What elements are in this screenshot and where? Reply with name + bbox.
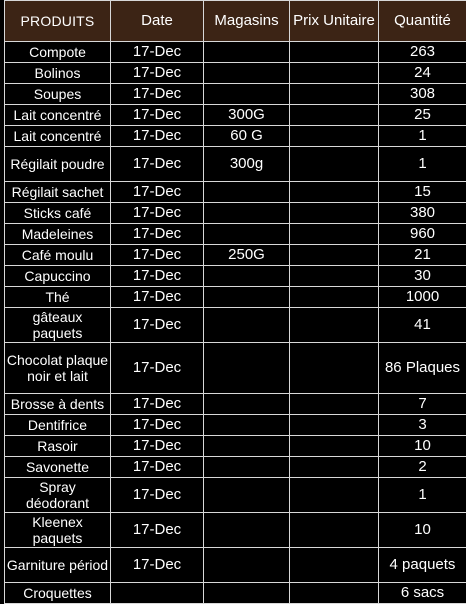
cell-produit[interactable]: Bolinos [5,63,111,84]
cell-date[interactable]: 17-Dec [111,457,204,478]
cell-prix-unitaire[interactable] [290,583,379,604]
cell-produit[interactable]: Dentifrice [5,415,111,436]
cell-prix-unitaire[interactable] [290,147,379,182]
cell-prix-unitaire[interactable] [290,84,379,105]
header-produits[interactable]: PRODUITS [5,1,111,42]
cell-quantite[interactable]: 7 [379,394,466,415]
cell-prix-unitaire[interactable] [290,308,379,343]
inventory-table [4,0,466,604]
cell-produit[interactable]: gâteaux paquets [5,308,111,343]
cell-produit[interactable]: Chocolat plaque noir et lait [5,343,111,394]
header-quantite[interactable]: Quantité [379,1,466,42]
cell-date[interactable]: 17-Dec [111,42,204,63]
header-date[interactable]: Date [111,1,204,42]
cell-produit[interactable]: Café moulu [5,245,111,266]
cell-prix-unitaire[interactable] [290,182,379,203]
cell-quantite[interactable]: 263 [379,42,466,63]
cell-magasins[interactable] [204,436,290,457]
table-row [5,182,466,203]
cell-date[interactable]: 17-Dec [111,436,204,457]
cell-magasins[interactable] [204,548,290,583]
cell-date[interactable]: 17-Dec [111,343,204,394]
cell-produit[interactable]: Compote [5,42,111,63]
table-row [5,436,466,457]
cell-date[interactable]: 17-Dec [111,478,204,513]
cell-quantite[interactable]: 308 [379,84,466,105]
cell-date[interactable]: 17-Dec [111,513,204,548]
cell-date[interactable]: 17-Dec [111,394,204,415]
cell-produit[interactable]: Capuccino [5,266,111,287]
table-row [5,147,466,182]
cell-magasins[interactable]: 250G [204,245,290,266]
cell-prix-unitaire[interactable] [290,42,379,63]
cell-quantite[interactable]: 4 paquets [379,548,466,583]
table-body [5,42,466,604]
table-row [5,343,466,394]
cell-quantite[interactable]: 24 [379,63,466,84]
cell-quantite[interactable]: 10 [379,436,466,457]
table-row [5,415,466,436]
cell-produit[interactable]: Spray déodorant [5,478,111,513]
cell-quantite[interactable]: 1000 [379,287,466,308]
cell-produit[interactable]: Savonette [5,457,111,478]
cell-date[interactable]: 17-Dec [111,126,204,147]
cell-produit[interactable]: Garniture périod [5,548,111,583]
cell-prix-unitaire[interactable] [290,394,379,415]
cell-prix-unitaire[interactable] [290,224,379,245]
cell-magasins[interactable] [204,478,290,513]
cell-date[interactable]: 17-Dec [111,415,204,436]
cell-magasins[interactable] [204,583,290,604]
cell-magasins[interactable]: 60 G [204,126,290,147]
cell-date[interactable]: 17-Dec [111,63,204,84]
cell-prix-unitaire[interactable] [290,478,379,513]
header-row [5,1,466,42]
cell-prix-unitaire[interactable] [290,436,379,457]
cell-magasins[interactable] [204,84,290,105]
cell-prix-unitaire[interactable] [290,266,379,287]
cell-magasins[interactable]: 300g [204,147,290,182]
cell-date[interactable]: 17-Dec [111,147,204,182]
cell-date[interactable]: 17-Dec [111,224,204,245]
table-row [5,287,466,308]
cell-prix-unitaire[interactable] [290,457,379,478]
cell-quantite[interactable]: 380 [379,203,466,224]
table-row [5,63,466,84]
cell-produit[interactable]: Thé [5,287,111,308]
cell-quantite[interactable]: 10 [379,513,466,548]
table-row [5,224,466,245]
cell-produit[interactable]: Sticks café [5,203,111,224]
cell-quantite[interactable]: 86 Plaques [379,343,466,394]
header-magasins[interactable]: Magasins [204,1,290,42]
cell-quantite[interactable]: 6 sacs [379,583,466,604]
cell-prix-unitaire[interactable] [290,245,379,266]
cell-magasins[interactable] [204,308,290,343]
table-row [5,457,466,478]
table-row [5,266,466,287]
cell-magasins[interactable] [204,224,290,245]
cell-date[interactable] [111,583,204,604]
cell-prix-unitaire[interactable] [290,105,379,126]
table-row [5,478,466,513]
cell-prix-unitaire[interactable] [290,415,379,436]
table-row [5,394,466,415]
cell-quantite[interactable]: 1 [379,147,466,182]
cell-produit[interactable]: Soupes [5,84,111,105]
cell-magasins[interactable]: 300G [204,105,290,126]
table-row [5,308,466,343]
cell-date[interactable]: 17-Dec [111,287,204,308]
cell-quantite[interactable]: 21 [379,245,466,266]
cell-quantite[interactable]: 30 [379,266,466,287]
cell-produit[interactable]: Régilait poudre [5,147,111,182]
cell-date[interactable]: 17-Dec [111,182,204,203]
cell-quantite[interactable]: 1 [379,478,466,513]
table-row [5,84,466,105]
table-row [5,203,466,224]
cell-quantite[interactable]: 41 [379,308,466,343]
cell-produit[interactable]: Lait concentré [5,126,111,147]
cell-magasins[interactable] [204,42,290,63]
cell-date[interactable]: 17-Dec [111,245,204,266]
cell-magasins[interactable] [204,415,290,436]
table-row [5,548,466,583]
cell-quantite[interactable]: 1 [379,126,466,147]
cell-quantite[interactable]: 15 [379,182,466,203]
cell-date[interactable]: 17-Dec [111,308,204,343]
cell-produit[interactable]: Lait concentré [5,105,111,126]
table-header [5,1,466,42]
cell-date[interactable]: 17-Dec [111,105,204,126]
cell-prix-unitaire[interactable] [290,343,379,394]
cell-magasins[interactable] [204,513,290,548]
cell-date[interactable]: 17-Dec [111,84,204,105]
cell-produit[interactable]: Rasoir [5,436,111,457]
cell-magasins[interactable] [204,203,290,224]
table-row [5,42,466,63]
cell-magasins[interactable] [204,457,290,478]
table-row [5,513,466,548]
table-row [5,245,466,266]
cell-date[interactable]: 17-Dec [111,266,204,287]
cell-magasins[interactable] [204,394,290,415]
cell-quantite[interactable]: 25 [379,105,466,126]
cell-produit[interactable]: Croquettes [5,583,111,604]
cell-produit[interactable]: Brosse à dents [5,394,111,415]
cell-magasins[interactable] [204,182,290,203]
cell-prix-unitaire[interactable] [290,548,379,583]
table-row [5,126,466,147]
cell-quantite[interactable]: 960 [379,224,466,245]
cell-prix-unitaire[interactable] [290,287,379,308]
header-prix-unitaire[interactable]: Prix Unitaire [290,1,379,42]
cell-produit[interactable]: Régilait sachet [5,182,111,203]
cell-produit[interactable]: Madeleines [5,224,111,245]
cell-prix-unitaire[interactable] [290,126,379,147]
table-row [5,105,466,126]
table-row [5,583,466,604]
cell-produit[interactable]: Kleenex paquets [5,513,111,548]
cell-magasins[interactable] [204,287,290,308]
cell-prix-unitaire[interactable] [290,513,379,548]
cell-magasins[interactable] [204,63,290,84]
cell-date[interactable]: 17-Dec [111,548,204,583]
cell-prix-unitaire[interactable] [290,203,379,224]
cell-quantite[interactable]: 3 [379,415,466,436]
cell-magasins[interactable] [204,343,290,394]
cell-magasins[interactable] [204,266,290,287]
cell-date[interactable]: 17-Dec [111,203,204,224]
cell-quantite[interactable]: 2 [379,457,466,478]
cell-prix-unitaire[interactable] [290,63,379,84]
